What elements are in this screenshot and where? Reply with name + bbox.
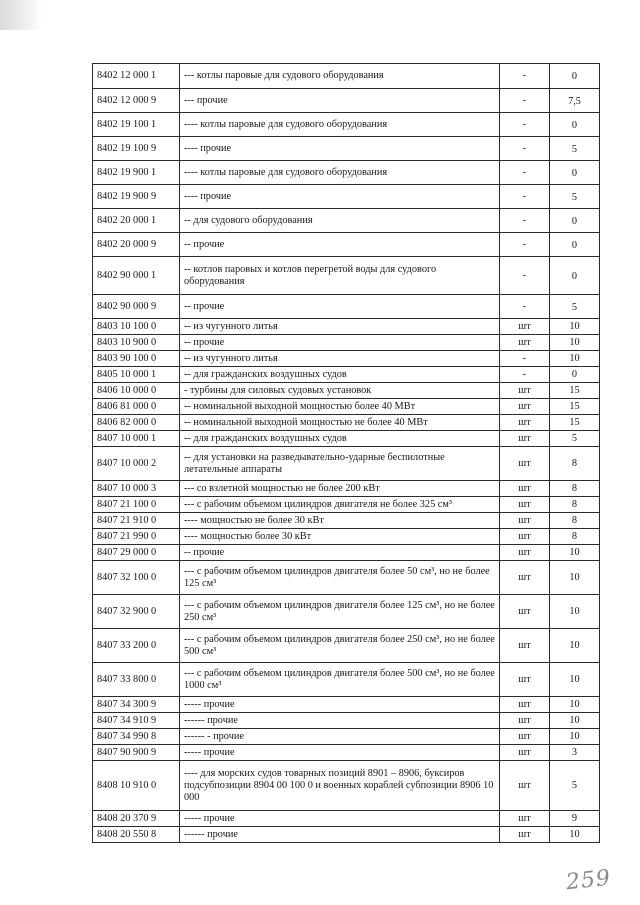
- code-cell: 8403 10 100 0: [93, 319, 180, 335]
- table-row: [93, 257, 600, 295]
- table-row: [93, 367, 600, 383]
- code-cell: 8407 34 910 9: [93, 713, 180, 729]
- unit-cell: -: [500, 64, 550, 89]
- unit-cell: шт: [500, 431, 550, 447]
- rate-cell: 5: [550, 431, 600, 447]
- description-cell: --- с рабочим объемом цилиндров двигателя не более 325 см³: [180, 497, 500, 513]
- description-cell: - турбины для силовых судовых установок: [180, 383, 500, 399]
- code-cell: 8402 90 000 1: [93, 257, 180, 295]
- description-cell: -- прочие: [180, 335, 500, 351]
- code-cell: 8407 10 000 2: [93, 447, 180, 481]
- unit-cell: шт: [500, 713, 550, 729]
- code-cell: 8402 19 100 1: [93, 113, 180, 137]
- rate-cell: 0: [550, 113, 600, 137]
- table-row: [93, 295, 600, 319]
- table-row: [93, 561, 600, 595]
- unit-cell: -: [500, 295, 550, 319]
- description-cell: --- с рабочим объемом цилиндров двигателя более 250 см³, но не более 500 см³: [180, 629, 500, 663]
- table-row: [93, 351, 600, 367]
- description-cell: -- из чугунного литья: [180, 319, 500, 335]
- table-row: [93, 545, 600, 561]
- rate-cell: 0: [550, 367, 600, 383]
- code-cell: 8402 12 000 1: [93, 64, 180, 89]
- rate-cell: 8: [550, 497, 600, 513]
- rate-cell: 8: [550, 513, 600, 529]
- rate-cell: 10: [550, 629, 600, 663]
- description-cell: ---- прочие: [180, 137, 500, 161]
- rate-cell: 5: [550, 761, 600, 811]
- code-cell: 8406 10 000 0: [93, 383, 180, 399]
- table-row: [93, 713, 600, 729]
- rate-cell: 10: [550, 561, 600, 595]
- description-cell: --- котлы паровые для судового оборудования: [180, 64, 500, 89]
- unit-cell: -: [500, 351, 550, 367]
- unit-cell: шт: [500, 319, 550, 335]
- table-row: [93, 629, 600, 663]
- table-row: [93, 447, 600, 481]
- code-cell: 8407 90 900 9: [93, 745, 180, 761]
- unit-cell: шт: [500, 447, 550, 481]
- description-cell: -- для установки на разведывательно-ударные беспилотные летательные аппараты: [180, 447, 500, 481]
- rate-cell: 10: [550, 713, 600, 729]
- description-cell: ------ прочие: [180, 713, 500, 729]
- code-cell: 8402 20 000 9: [93, 233, 180, 257]
- code-cell: 8407 32 100 0: [93, 561, 180, 595]
- code-cell: 8407 10 000 3: [93, 481, 180, 497]
- table-row: [93, 399, 600, 415]
- unit-cell: -: [500, 367, 550, 383]
- unit-cell: -: [500, 257, 550, 295]
- code-cell: 8407 34 300 9: [93, 697, 180, 713]
- table-row: [93, 383, 600, 399]
- unit-cell: шт: [500, 561, 550, 595]
- description-cell: ---- мощностью не более 30 кВт: [180, 513, 500, 529]
- unit-cell: шт: [500, 697, 550, 713]
- code-cell: 8402 20 000 1: [93, 209, 180, 233]
- table-row: [93, 595, 600, 629]
- rate-cell: 15: [550, 415, 600, 431]
- unit-cell: шт: [500, 497, 550, 513]
- rate-cell: 5: [550, 137, 600, 161]
- table-row: [93, 161, 600, 185]
- description-cell: --- с рабочим объемом цилиндров двигателя более 500 см³, но не более 1000 см³: [180, 663, 500, 697]
- description-cell: ---- для морских судов товарных позиций 8901 – 8906, буксиров подсубпозиции 8904 00 100 0 и военных кораблей субпозиции 8906 10 000: [180, 761, 500, 811]
- table-row: [93, 113, 600, 137]
- code-cell: 8408 20 550 8: [93, 827, 180, 843]
- description-cell: -- для судового оборудования: [180, 209, 500, 233]
- description-cell: ----- прочие: [180, 697, 500, 713]
- rate-cell: 10: [550, 351, 600, 367]
- rate-cell: 8: [550, 481, 600, 497]
- unit-cell: шт: [500, 745, 550, 761]
- rate-cell: 0: [550, 161, 600, 185]
- unit-cell: шт: [500, 399, 550, 415]
- description-cell: ---- прочие: [180, 185, 500, 209]
- table-row: [93, 497, 600, 513]
- unit-cell: шт: [500, 513, 550, 529]
- rate-cell: 10: [550, 319, 600, 335]
- table-row: [93, 697, 600, 713]
- description-cell: -- номинальной выходной мощностью более 40 МВт: [180, 399, 500, 415]
- unit-cell: шт: [500, 729, 550, 745]
- code-cell: 8408 10 910 0: [93, 761, 180, 811]
- description-cell: -- из чугунного литья: [180, 351, 500, 367]
- rate-cell: 9: [550, 811, 600, 827]
- table-row: [93, 481, 600, 497]
- tariff-table: [92, 63, 600, 843]
- unit-cell: -: [500, 161, 550, 185]
- rate-cell: 3: [550, 745, 600, 761]
- unit-cell: шт: [500, 811, 550, 827]
- code-cell: 8403 90 100 0: [93, 351, 180, 367]
- table-row: [93, 64, 600, 89]
- table-row: [93, 209, 600, 233]
- description-cell: ------ прочие: [180, 827, 500, 843]
- code-cell: 8407 33 200 0: [93, 629, 180, 663]
- code-cell: 8405 10 000 1: [93, 367, 180, 383]
- description-cell: --- с рабочим объемом цилиндров двигателя более 50 см³, но не более 125 см³: [180, 561, 500, 595]
- description-cell: -- прочие: [180, 545, 500, 561]
- rate-cell: 0: [550, 233, 600, 257]
- code-cell: 8407 10 000 1: [93, 431, 180, 447]
- unit-cell: шт: [500, 827, 550, 843]
- table-row: [93, 137, 600, 161]
- table-row: [93, 745, 600, 761]
- unit-cell: шт: [500, 383, 550, 399]
- rate-cell: 10: [550, 827, 600, 843]
- description-cell: -- прочие: [180, 233, 500, 257]
- table-row: [93, 729, 600, 745]
- code-cell: 8403 10 900 0: [93, 335, 180, 351]
- code-cell: 8402 12 000 9: [93, 89, 180, 113]
- table-row: [93, 431, 600, 447]
- unit-cell: -: [500, 185, 550, 209]
- table-row: [93, 529, 600, 545]
- unit-cell: -: [500, 209, 550, 233]
- unit-cell: шт: [500, 545, 550, 561]
- rate-cell: 0: [550, 64, 600, 89]
- description-cell: -- для гражданских воздушных судов: [180, 367, 500, 383]
- rate-cell: 10: [550, 595, 600, 629]
- rate-cell: 10: [550, 663, 600, 697]
- code-cell: 8406 81 000 0: [93, 399, 180, 415]
- table-row: [93, 415, 600, 431]
- unit-cell: шт: [500, 529, 550, 545]
- description-cell: ---- мощностью более 30 кВт: [180, 529, 500, 545]
- description-cell: --- прочие: [180, 89, 500, 113]
- code-cell: 8406 82 000 0: [93, 415, 180, 431]
- handwritten-page-number: 259: [564, 865, 613, 896]
- unit-cell: -: [500, 89, 550, 113]
- table-row: [93, 319, 600, 335]
- description-cell: ---- котлы паровые для судового оборудования: [180, 113, 500, 137]
- rate-cell: 10: [550, 697, 600, 713]
- tariff-table-body: [93, 64, 600, 843]
- code-cell: 8407 33 800 0: [93, 663, 180, 697]
- description-cell: ---- котлы паровые для судового оборудования: [180, 161, 500, 185]
- code-cell: 8402 19 100 9: [93, 137, 180, 161]
- unit-cell: -: [500, 233, 550, 257]
- code-cell: 8407 34 990 8: [93, 729, 180, 745]
- description-cell: ----- прочие: [180, 745, 500, 761]
- unit-cell: шт: [500, 761, 550, 811]
- rate-cell: 5: [550, 185, 600, 209]
- rate-cell: 10: [550, 335, 600, 351]
- description-cell: -- для гражданских воздушных судов: [180, 431, 500, 447]
- description-cell: --- с рабочим объемом цилиндров двигателя более 125 см³, но не более 250 см³: [180, 595, 500, 629]
- rate-cell: 7,5: [550, 89, 600, 113]
- rate-cell: 8: [550, 529, 600, 545]
- description-cell: -- номинальной выходной мощностью не более 40 МВт: [180, 415, 500, 431]
- unit-cell: -: [500, 137, 550, 161]
- table-row: [93, 811, 600, 827]
- description-cell: ----- прочие: [180, 811, 500, 827]
- rate-cell: 15: [550, 383, 600, 399]
- unit-cell: шт: [500, 663, 550, 697]
- table-row: [93, 513, 600, 529]
- rate-cell: 8: [550, 447, 600, 481]
- code-cell: 8407 21 100 0: [93, 497, 180, 513]
- code-cell: 8402 19 900 9: [93, 185, 180, 209]
- rate-cell: 0: [550, 257, 600, 295]
- code-cell: 8402 19 900 1: [93, 161, 180, 185]
- table-row: [93, 89, 600, 113]
- rate-cell: 0: [550, 209, 600, 233]
- code-cell: 8407 21 990 0: [93, 529, 180, 545]
- table-row: [93, 185, 600, 209]
- table-row: [93, 663, 600, 697]
- unit-cell: шт: [500, 481, 550, 497]
- unit-cell: шт: [500, 595, 550, 629]
- description-cell: -- котлов паровых и котлов перегретой воды для судового оборудования: [180, 257, 500, 295]
- description-cell: --- со взлетной мощностью не более 200 кВт: [180, 481, 500, 497]
- table-row: [93, 335, 600, 351]
- table-row: [93, 827, 600, 843]
- rate-cell: 10: [550, 729, 600, 745]
- code-cell: 8407 32 900 0: [93, 595, 180, 629]
- rate-cell: 5: [550, 295, 600, 319]
- description-cell: ------ - прочие: [180, 729, 500, 745]
- rate-cell: 10: [550, 545, 600, 561]
- code-cell: 8402 90 000 9: [93, 295, 180, 319]
- scan-edge-shadow: [0, 0, 42, 30]
- code-cell: 8407 21 910 0: [93, 513, 180, 529]
- table-row: [93, 761, 600, 811]
- unit-cell: шт: [500, 629, 550, 663]
- table-row: [93, 233, 600, 257]
- unit-cell: -: [500, 113, 550, 137]
- unit-cell: шт: [500, 335, 550, 351]
- code-cell: 8408 20 370 9: [93, 811, 180, 827]
- code-cell: 8407 29 000 0: [93, 545, 180, 561]
- description-cell: -- прочие: [180, 295, 500, 319]
- rate-cell: 15: [550, 399, 600, 415]
- unit-cell: шт: [500, 415, 550, 431]
